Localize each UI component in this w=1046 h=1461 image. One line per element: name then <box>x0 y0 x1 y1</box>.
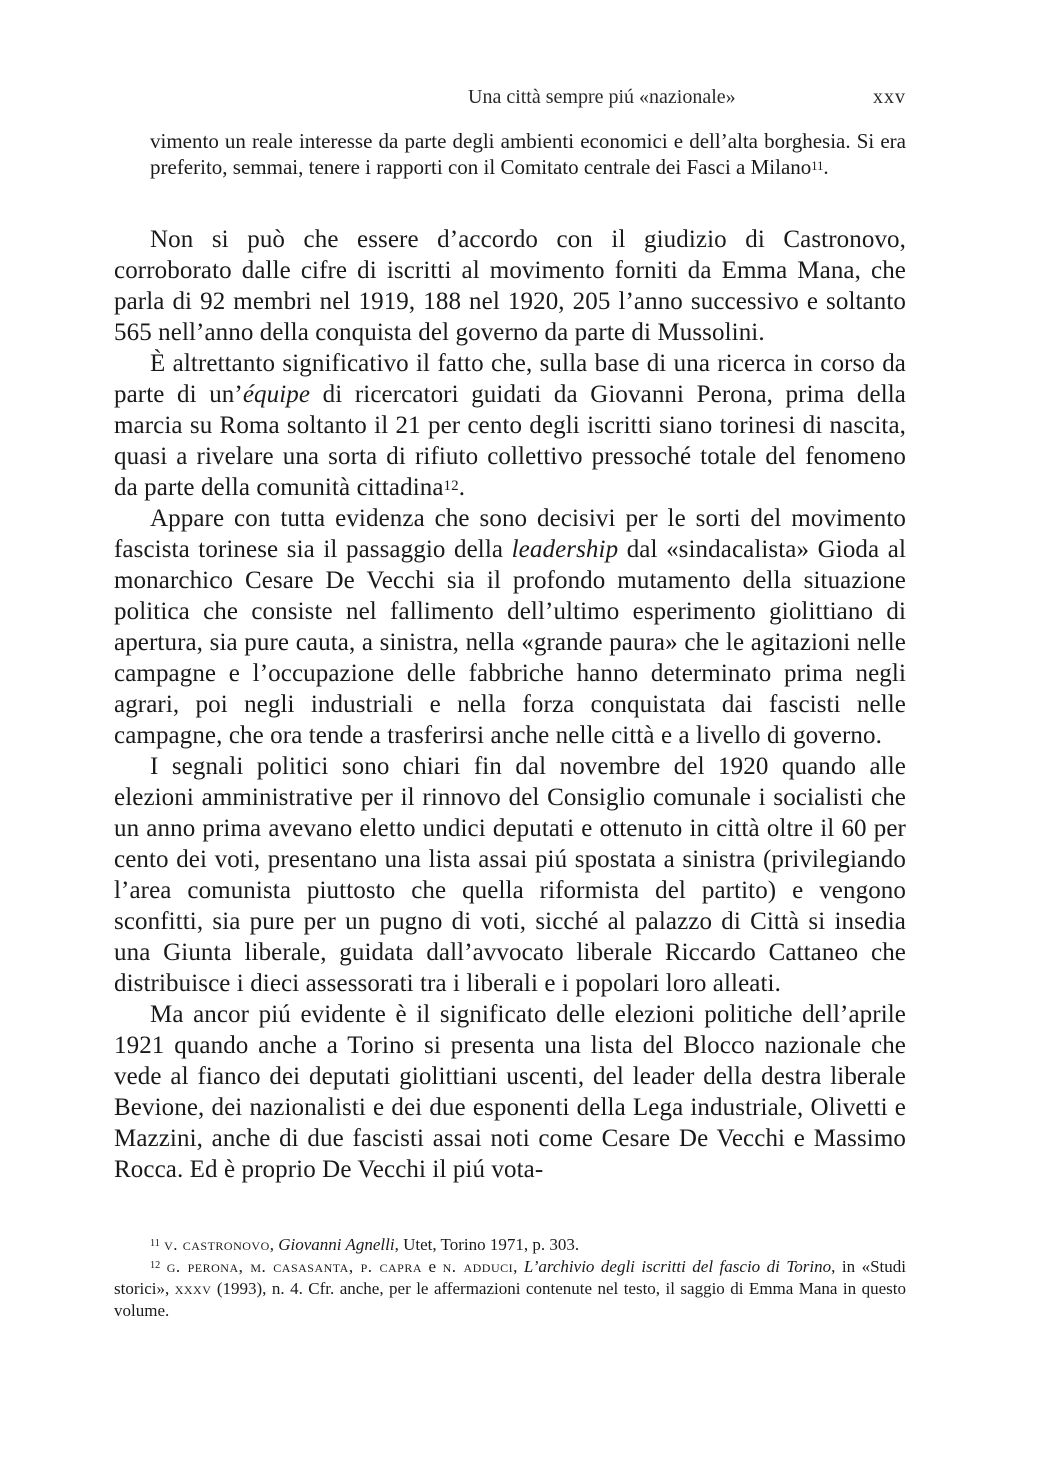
continuation-text: vimento un reale interesse da parte degli ambienti economici e dell’alta borghesia. Si era preferito, semmai, tenere i rapporti con il Comitato centrale dei Fasci a Milano <box>150 129 906 179</box>
footnote-number: 12 <box>150 1260 161 1272</box>
footnote-ref-11[interactable]: 11 <box>811 158 824 173</box>
quoted-continuation <box>150 128 906 180</box>
footnote-11 <box>114 1234 906 1256</box>
page-header <box>114 86 906 114</box>
footnote-author-last: n. adduci <box>442 1257 514 1276</box>
paragraph-2-text-a: È altrettanto significativo il fatto che, sulla base di una ricerca in corso da parte di un’ <box>114 350 906 408</box>
footnote-ref-12[interactable]: 12 <box>443 477 459 494</box>
page-number: xxv <box>873 86 906 108</box>
paragraph-3-text-b: dal «sindacalista» Gioda al monarchico Cesare De Vecchi sia il profondo mutamento della situazione politica che consiste nel fallimento dell’ultimo esperimento giolittiano di apertura, sia pure cauta, a sinistra, nella «grande paura» che le agitazioni nelle campagne e l’occupazione delle fabbriche hanno determinato prima negli agrari, poi negli industriali e nella forza conquistata dai fascisti nelle campagne, che ora tende a trasferirsi anche nelle città e a livello di governo. <box>114 536 906 749</box>
footnote-author: v. castronovo <box>164 1235 270 1254</box>
paragraph-1: Non si può che essere d’accordo con il giudizio di Castronovo, corroborato dalle cifre di iscritti al movimento forniti da Emma Mana, che parla di 92 membri nel 1919, 188 nel 1920, 205 l’anno successivo e soltanto 565 nell’anno della conquista del governo da parte di Mussolini. <box>114 226 906 346</box>
footnote-rest-b: (1993), n. 4. Cfr. anche, per le affermazioni contenute nel testo, il saggio di Emma Mana in questo volume. <box>114 1279 906 1320</box>
paragraph-4: I segnali politici sono chiari fin dal novembre del 1920 quando alle elezioni amministrative per il rinnovo del Consiglio comunale i socialisti che un anno prima avevano eletto undici deputati e ottenuto in città oltre il 60 per cento dei voti, presentano una lista assai piú spostata a sinistra (privilegiando l’area comunista piuttosto che quella riformista del partito) e vengono sconfitti, sia pure per un pugno di voti, sicché al palazzo di Città si insedia una Giunta liberale, guidata dall’avvocato liberale Riccardo Cattaneo che distribuisce i dieci assessorati tra i liberali e i popolari loro alleati. <box>114 753 906 997</box>
footnote-authors: g. perona, m. casasanta, p. capra <box>166 1257 423 1276</box>
footnote-title: Giovanni Agnelli <box>278 1235 395 1254</box>
paragraph-5: Ma ancor piú evidente è il significato delle elezioni politiche dell’aprile 1921 quando anche a Torino si presenta una lista del Blocco nazionale che vede al fianco dei deputati giolittiani uscenti, del leader della destra liberale Bevione, dei nazionalisti e dei due esponenti della Lega industriale, Olivetti e Mazzini, anche di due fascisti assai noti come Cesare De Vecchi e Massimo Rocca. Ed è proprio De Vecchi il piú vota- <box>114 1001 906 1183</box>
footnotes <box>114 1234 906 1322</box>
paragraph-3 <box>114 503 906 751</box>
separator: , <box>269 1235 279 1254</box>
conjunction: e <box>422 1257 443 1276</box>
footnote-number: 11 <box>150 1238 160 1250</box>
paragraph-2 <box>114 348 906 503</box>
footnote-12 <box>114 1256 906 1322</box>
italic-term-equipe: équipe <box>242 381 311 408</box>
running-title: Una città sempre piú «nazionale» <box>468 86 736 108</box>
paragraph-3-text-a: Appare con tutta evidenza che sono decisivi per le sorti del movimento fascista torinese sia il passaggio della <box>114 505 906 563</box>
footnote-rest: , Utet, Torino 1971, p. 303. <box>394 1235 580 1254</box>
footnote-rest-a: , in «Studi storici», <box>114 1257 906 1298</box>
italic-term-leadership: leadership <box>511 536 619 563</box>
paragraph-2-tail: . <box>458 474 466 501</box>
paragraph-2-text-b: di ricercatori guidati da Giovanni Perona, prima della marcia su Roma soltanto il 21 per cento degli iscritti siano torinesi di nascita, quasi a rivelare una sorta di rifiuto collettivo pressoché totale del fenomeno da parte della comunità cittadina <box>114 381 906 501</box>
continuation-tail: . <box>823 155 829 179</box>
footnote-title: L’archivio degli iscritti del fascio di Torino <box>523 1257 832 1276</box>
main-text <box>114 224 906 1185</box>
footnote-volume: xxxv <box>174 1279 212 1298</box>
separator: , <box>513 1257 524 1276</box>
book-page <box>114 0 906 1461</box>
